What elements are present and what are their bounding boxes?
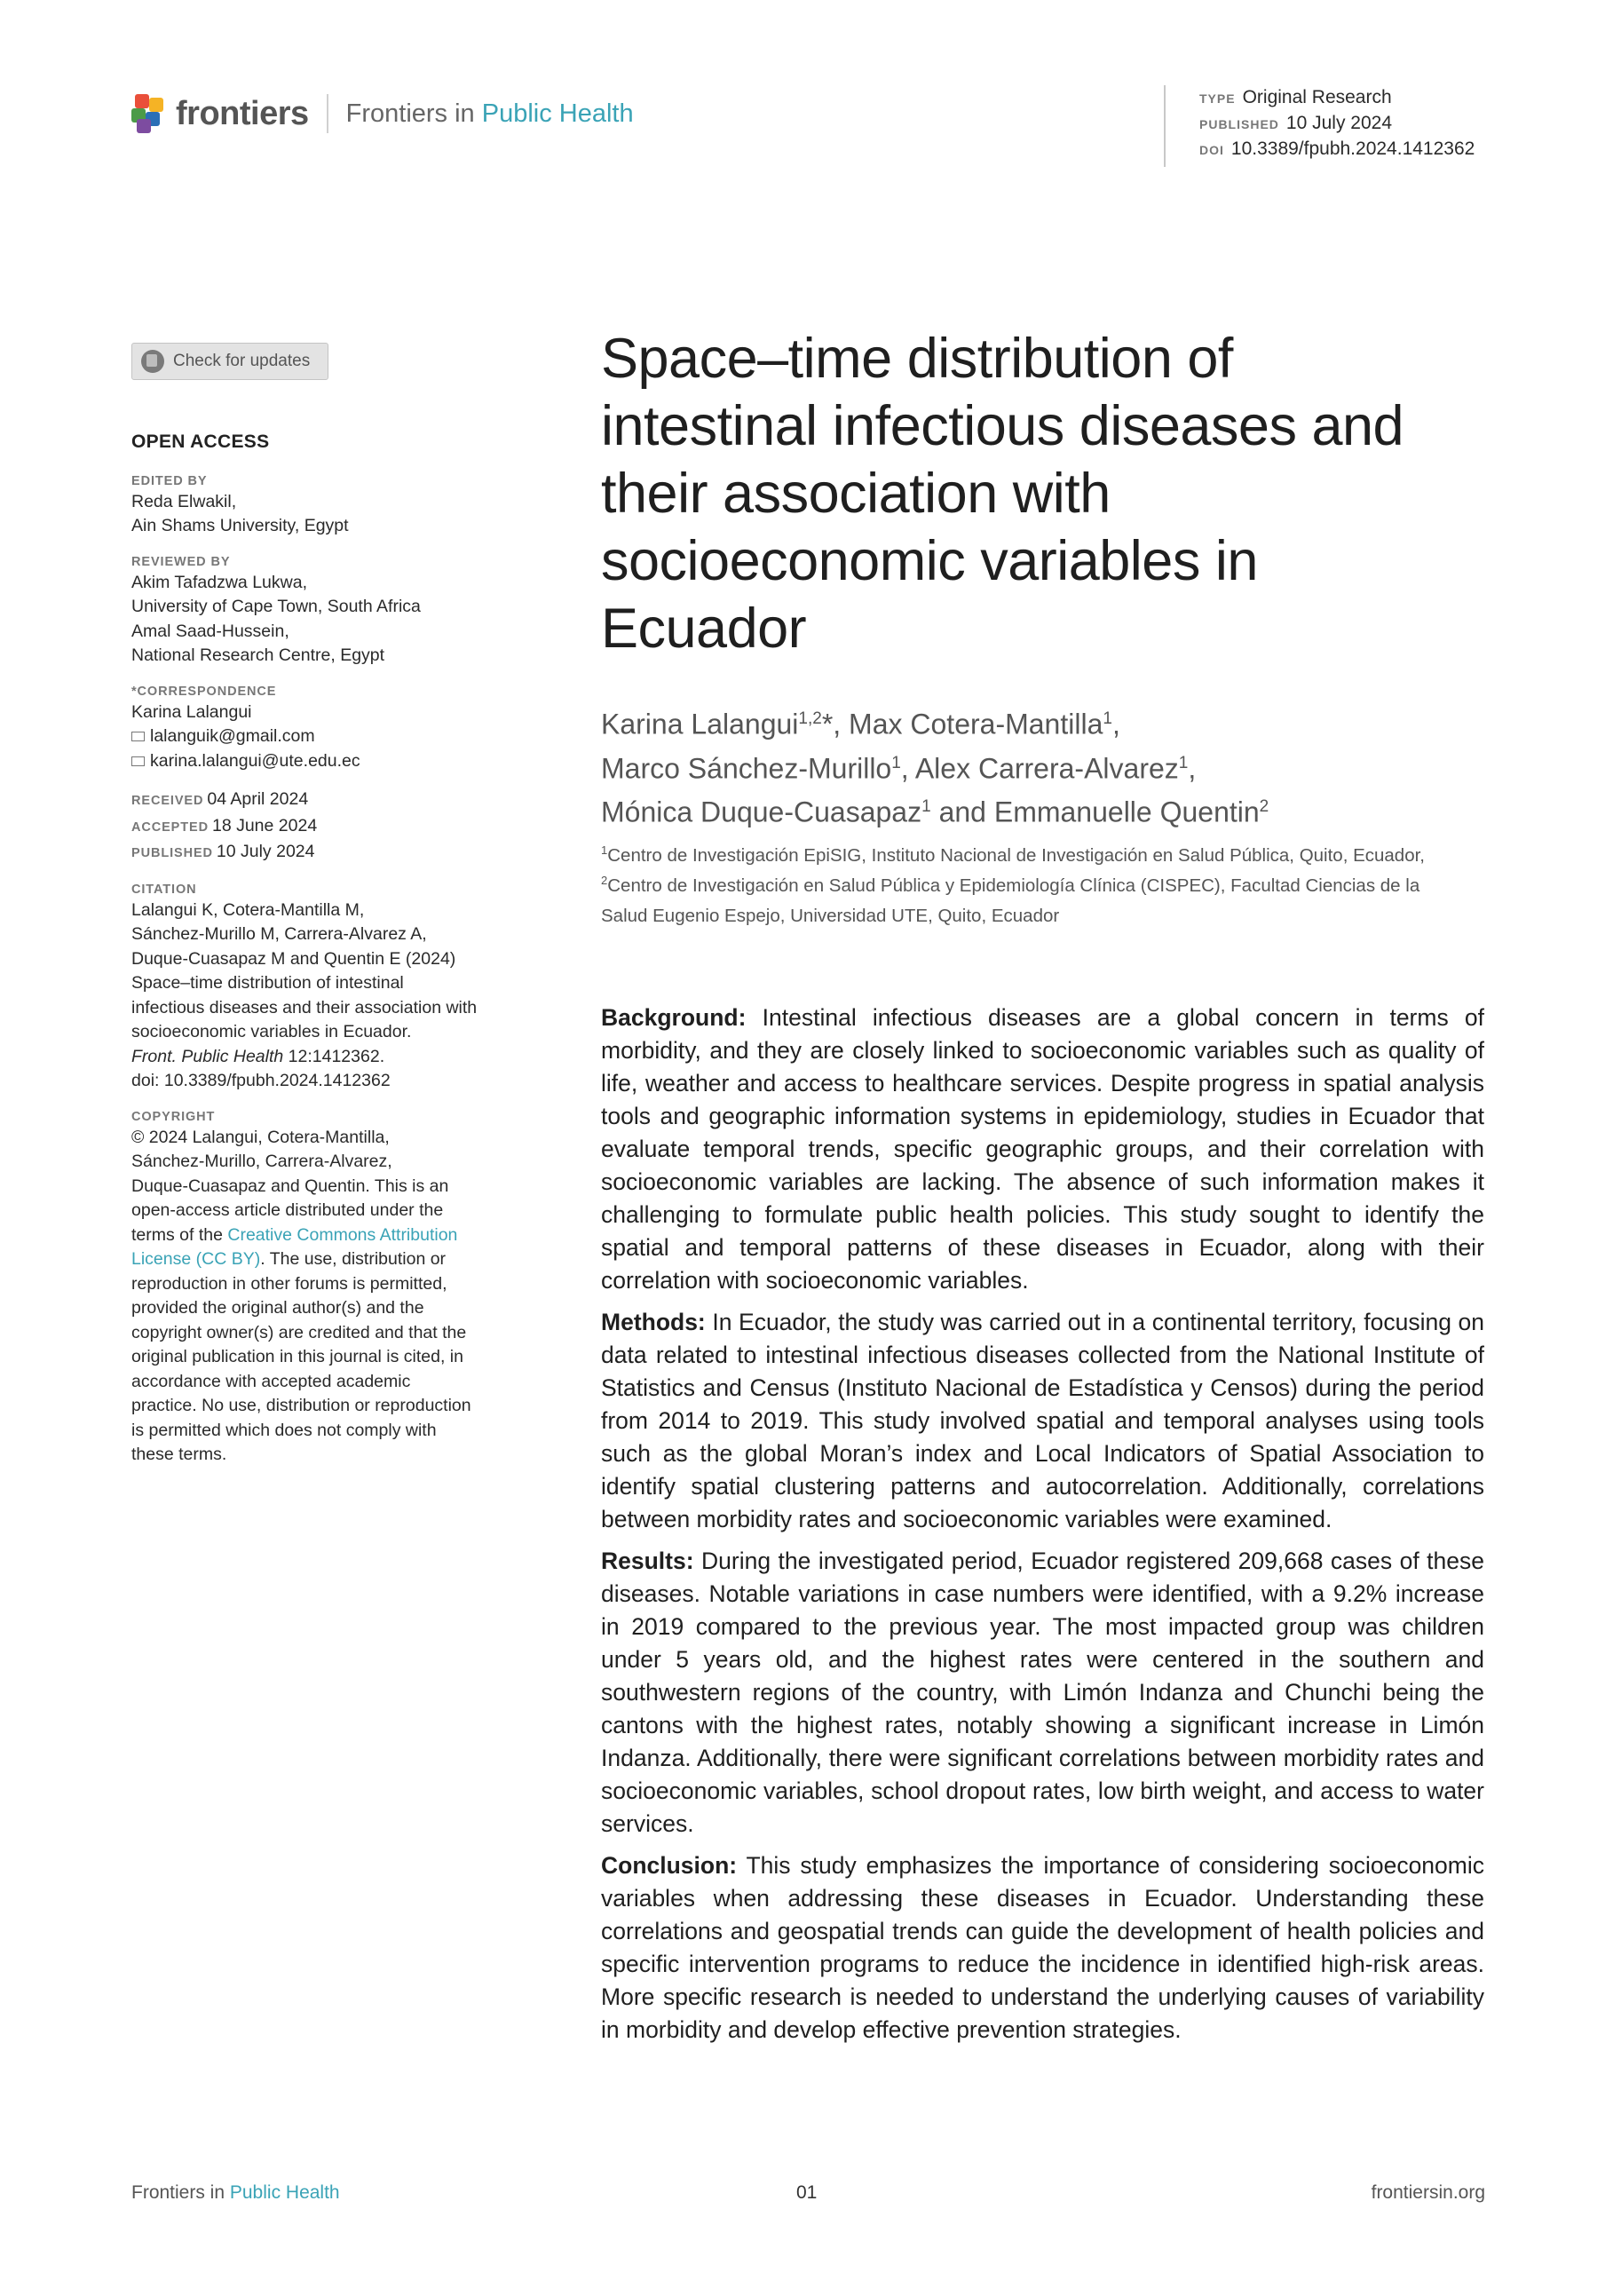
citation-line: Space–time distribution of intestinal: [131, 973, 404, 993]
email-text: lalanguik@gmail.com: [150, 726, 315, 746]
received-value: 04 April 2024: [207, 789, 309, 809]
footer-site-link[interactable]: frontiersin.org: [1371, 2182, 1485, 2203]
author-affil-mark: 1: [1178, 753, 1189, 772]
abstract-text: In Ecuador, the study was carried out in a continental territory, focusing on data related to intestinal infectious diseases collected from the National Institute of Statistics and Census (Instituto Nacional de Estadística y Censos) during the period from 2014 to 2019. This study involved spatial and temporal analyses using tools such as the global Moran’s index and Local Indicators of Spatial Association to identify spatial clustering patterns and autocorrelation. Additionally, correlations between morbidity rates and socioeconomic variables were examined.: [601, 1309, 1484, 1532]
citation-doi[interactable]: doi: 10.3389/fpubh.2024.1412362: [131, 1071, 391, 1090]
correspondence-label: *CORRESPONDENCE: [131, 684, 277, 699]
meta-published-label: PUBLISHED: [1199, 117, 1279, 131]
copyright-label: COPYRIGHT: [131, 1109, 216, 1124]
journal-prefix: Frontiers in: [345, 99, 475, 128]
meta-type-value: Original Research: [1242, 87, 1392, 107]
author-name[interactable]: *, Max Cotera-Mantilla: [821, 708, 1103, 740]
reviewer-name: Amal Saad-Hussein,: [131, 621, 289, 641]
citation-line: Sánchez-Murillo M, Carrera-Alvarez A,: [131, 924, 427, 944]
sidebar: [131, 430, 531, 1468]
affiliation-line: [601, 868, 1506, 899]
author-affil-mark: 1: [1103, 709, 1112, 728]
copyright-line: these terms.: [131, 1445, 227, 1464]
abstract-label: Results:: [601, 1548, 694, 1574]
title-line: Ecuador: [601, 598, 807, 660]
check-updates-icon: [141, 350, 164, 373]
abstract-text: This study emphasizes the importance of considering socioeconomic variables when addressing these diseases in Ecuador. Understanding these correlations and geospatial trends can guide the development of health policies and specific intervention programs to reduce the incidence in identified high-risk areas. More specific research is needed to understand the underlying causes of variability in morbidity and develop effective prevention strategies.: [601, 1852, 1484, 2043]
affiliation-text: Salud Eugenio Espejo, Universidad UTE, Quito, Ecuador: [601, 905, 1060, 926]
abstract-conclusion: [601, 1849, 1484, 2047]
affiliation-mark: 1: [601, 843, 608, 857]
copyright-line: original publication in this journal is cited, in: [131, 1347, 463, 1366]
edited-by-label: EDITED BY: [131, 473, 208, 488]
footer-journal-name: Public Health: [229, 2182, 340, 2203]
logo-divider: [327, 94, 328, 133]
affiliation-mark: 2: [601, 873, 608, 887]
accepted-value: 18 June 2024: [211, 815, 318, 835]
envelope-icon: [131, 756, 145, 766]
author-name[interactable]: Mónica Duque-Cuasapaz: [601, 796, 922, 828]
copyright-line: © 2024 Lalangui, Cotera-Mantilla,: [131, 1127, 390, 1147]
author-line: [601, 788, 1506, 832]
author-line: [601, 744, 1506, 788]
citation-section: [131, 881, 531, 1094]
author-list: [601, 700, 1506, 832]
author-affil-mark: 1: [891, 753, 901, 772]
citation-journal-line: [131, 1045, 531, 1070]
citation-line: socioeconomic variables in Ecuador.: [131, 1022, 412, 1041]
open-access-label: OPEN ACCESS: [131, 431, 270, 452]
author-separator: ,: [1188, 752, 1197, 785]
affiliation-text: Centro de Investigación en Salud Pública y Epidemiología Clínica (CISPEC), Facultad Ciencias de la: [607, 875, 1420, 896]
copyright-section: [131, 1108, 531, 1468]
accepted-label: ACCEPTED: [131, 819, 209, 835]
footer-journal-prefix: Frontiers in: [131, 2182, 225, 2203]
copyright-line: Duque-Cuasapaz and Quentin. This is an: [131, 1176, 449, 1196]
affiliation-text: Centro de Investigación EpiSIG, Instituto Nacional de Investigación en Salud Pública, Quito, Ecuador,: [607, 844, 1426, 866]
affiliation-line: [601, 899, 1506, 929]
meta-type-label: TYPE: [1199, 91, 1236, 106]
editor-name: Reda Elwakil,: [131, 491, 237, 511]
article-meta: [1164, 85, 1475, 167]
author-affil-mark: 1,2: [798, 709, 822, 728]
article-title: [601, 325, 1506, 662]
author-affil-mark: 2: [1259, 797, 1269, 817]
meta-doi-label: DOI: [1199, 143, 1224, 157]
accepted-date: [131, 814, 531, 841]
citation-line: Duque-Cuasapaz M and Quentin E (2024): [131, 948, 456, 969]
copyright-line: accordance with accepted academic: [131, 1371, 411, 1391]
check-updates-label: Check for updates: [173, 352, 311, 370]
affiliation-line: [601, 838, 1506, 868]
copyright-license-line: [131, 1247, 531, 1272]
meta-published: [1199, 111, 1475, 137]
meta-type: [1199, 85, 1475, 111]
meta-doi: [1199, 137, 1475, 162]
author-name[interactable]: and Emmanuelle Quentin: [930, 796, 1260, 828]
edited-by-section: [131, 472, 531, 539]
reviewed-by-section: [131, 553, 531, 669]
citation-volume: 12:1412362.: [283, 1046, 385, 1066]
copyright-line: provided the original author(s) and the: [131, 1298, 424, 1318]
journal-name[interactable]: [346, 99, 634, 129]
copyright-line: is permitted which does not comply with: [131, 1420, 437, 1440]
envelope-icon: [131, 732, 145, 741]
check-for-updates-button[interactable]: [131, 343, 328, 380]
frontiers-logo[interactable]: [131, 92, 634, 135]
copyright-line: reproduction in other forums is permitted,: [131, 1273, 447, 1294]
copyright-after-link: . The use, distribution or: [260, 1249, 447, 1269]
correspondence-section: [131, 683, 531, 774]
cc-license-link[interactable]: Creative Commons Attribution: [227, 1224, 458, 1245]
author-name[interactable]: Marco Sánchez-Murillo: [601, 752, 892, 785]
abstract-text: During the investigated period, Ecuador registered 209,668 cases of these diseases. Notable variations in case numbers were identified, with a 9.2% increase in 2019 compared to the previous year. The most impacted group was children under 5 years old, and the highest rates were centered in the southern and southwestern regions of the country, with Limón Indanza and Chunchi being the cantons with the highest rates, notably showing a significant increase in Limón Indanza. Additionally, there were significant correlations between morbidity rates and socioeconomic variables, school dropout rates, low birth weight, and access to water services.: [601, 1548, 1484, 1837]
abstract-label: Conclusion:: [601, 1852, 738, 1879]
author-affil-mark: 1: [921, 797, 931, 817]
copyright-line: copyright owner(s) are credited and that the: [131, 1322, 467, 1342]
correspondence-name: Karina Lalangui: [131, 701, 252, 722]
abstract-label: Background:: [601, 1004, 747, 1031]
abstract-label: Methods:: [601, 1309, 706, 1335]
title-line: their association with: [601, 463, 1111, 525]
abstract-results: [601, 1545, 1484, 1841]
affiliations: [601, 838, 1506, 928]
title-line: intestinal infectious diseases and: [601, 395, 1404, 457]
abstract-text: Intestinal infectious diseases are a global concern in terms of morbidity, and they are closely linked to socioeconomic variables such as quality of life, weather and access to healthcare services. Despite progress in spatial analysis tools and geographic information systems in epidemiology, studies in Ecuador that evaluate temporal trends, specific geographic groups, and their correlation with socioeconomic variables are lacking. The absence of such information makes it challenging to formulate public health policies. This study sought to identify the spatial and temporal patterns of these diseases in Ecuador, along with their correlation with socioeconomic variables.: [601, 1004, 1484, 1294]
abstract-methods: [601, 1306, 1484, 1536]
copyright-line: practice. No use, distribution or reproduction: [131, 1396, 471, 1415]
received-label: RECEIVED: [131, 794, 204, 808]
journal-title: Public Health: [481, 99, 634, 128]
title-line: Space–time distribution of: [601, 328, 1233, 390]
email-link[interactable]: [131, 749, 531, 774]
abstract-background: [601, 1002, 1484, 1297]
footer-journal[interactable]: [131, 2182, 340, 2204]
copyright-line: Sánchez-Murillo, Carrera-Alvarez,: [131, 1152, 392, 1171]
citation-journal: Front. Public Health: [131, 1046, 284, 1066]
meta-published-value: 10 July 2024: [1285, 113, 1392, 133]
reviewer-affiliation: University of Cape Town, South Africa: [131, 597, 421, 616]
published-date: [131, 840, 531, 867]
editor-affiliation: Ain Shams University, Egypt: [131, 516, 349, 535]
published-label: PUBLISHED: [131, 846, 213, 860]
dates-section: [131, 788, 531, 867]
copyright-terms-line: [131, 1223, 531, 1248]
frontiers-logo-icon: [131, 94, 165, 133]
email-link[interactable]: [131, 724, 531, 749]
reviewed-by-label: REVIEWED BY: [131, 554, 231, 569]
title-line: socioeconomic variables in: [601, 530, 1258, 592]
citation-line: infectious diseases and their association with: [131, 997, 478, 1017]
email-text: karina.lalangui@ute.edu.ec: [150, 750, 360, 771]
meta-doi-value[interactable]: 10.3389/fpubh.2024.1412362: [1230, 139, 1475, 159]
copyright-terms-prefix: terms of the: [131, 1224, 228, 1245]
citation-line: Lalangui K, Cotera-Mantilla M,: [131, 899, 365, 920]
published-value: 10 July 2024: [216, 842, 315, 861]
copyright-line: open-access article distributed under the: [131, 1200, 444, 1220]
author-separator: ,: [1111, 708, 1120, 740]
abstract: [601, 1002, 1484, 2047]
logo-wordmark: frontiers: [176, 94, 309, 132]
page-number: 01: [796, 2182, 818, 2203]
received-date: [131, 788, 531, 814]
cc-license-link[interactable]: License (CC BY): [131, 1249, 261, 1269]
author-name[interactable]: , Alex Carrera-Alvarez: [900, 752, 1179, 785]
citation-label: CITATION: [131, 882, 197, 897]
author-name[interactable]: Karina Lalangui: [601, 708, 799, 740]
reviewer-name: Akim Tafadzwa Lukwa,: [131, 572, 307, 592]
reviewer-affiliation: National Research Centre, Egypt: [131, 645, 385, 665]
author-line: [601, 700, 1506, 744]
